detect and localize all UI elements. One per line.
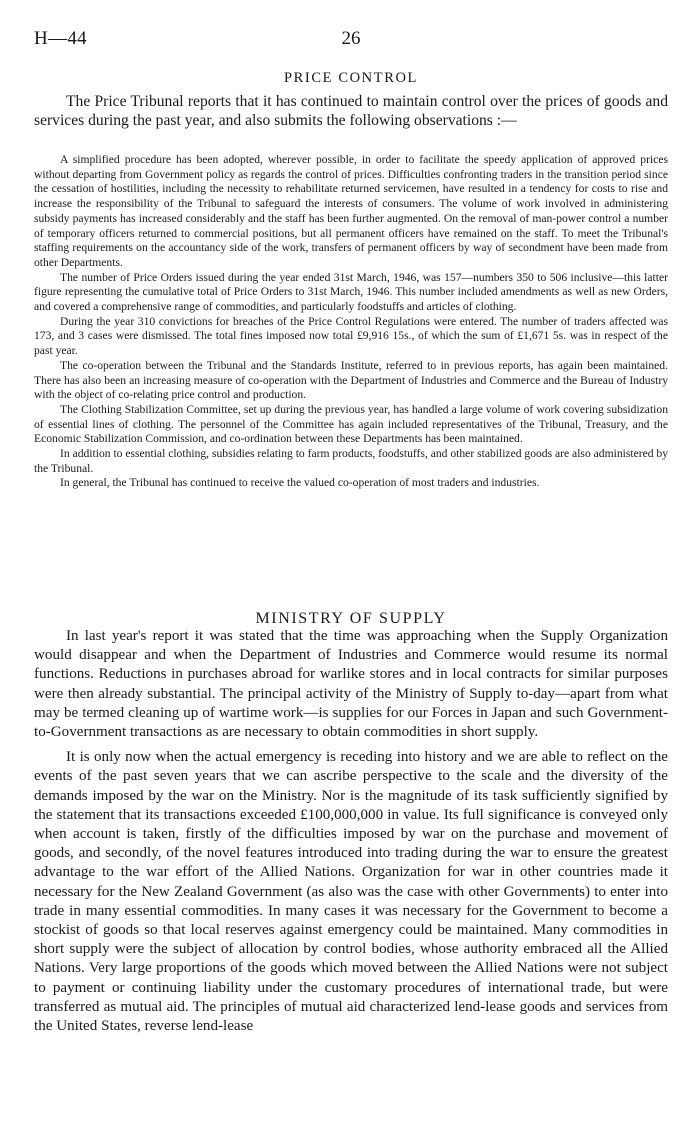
page-number: 26 bbox=[341, 28, 361, 49]
observation-paragraph: In general, the Tribunal has continued to receive the valued co-operation of most traders and industries. bbox=[60, 476, 540, 490]
observation-paragraph: The co-operation between the Tribunal and the Standards Institute, referred to in previous reports, has again been maintained. There has also been an increasing measure of co-operation with the Department of Industries and Commerce and the Bureau of Industry with the object of co-relating price control and production. bbox=[34, 358, 668, 402]
observation-paragraph: The Clothing Stabilization Committee, set up during the previous year, has handled a large volume of work covering subsidization of essential lines of clothing. The personnel of the Committee has again included representatives of the Tribunal, Treasury, and the Economic Stabilization Commission, and co-ordination between these Departments has been maintained. bbox=[34, 402, 668, 446]
observation-paragraph: In addition to essential clothing, subsidies relating to farm products, foodstuffs, and other stabilized goods are also administered by the Tribunal. bbox=[34, 447, 669, 475]
price-control-intro-block bbox=[34, 92, 668, 130]
section-title-price-control: PRICE CONTROL bbox=[284, 70, 418, 86]
ministry-of-supply-body bbox=[34, 627, 668, 1036]
observation-paragraph: The number of Price Orders issued during the year ended 31st March, 1946, was 157—numbers 350 to 506 inclusive—this latter figure representing the cumulative total of Price Orders to 31st March, 1946. This number included amendments as well as new Orders, and covered a comprehensive range of commodities, and particularly foodstuffs and articles of clothing. bbox=[34, 270, 668, 314]
observation-paragraph: During the year 310 convictions for breaches of the Price Control Regulations were entered. The number of traders affected was 173, and 3 cases were dismissed. The total fines imposed now total £9,916 15s., of which the sum of £1,671 5s. was in respect of the past year. bbox=[34, 314, 668, 358]
page-header bbox=[34, 28, 668, 54]
section-title-ministry-of-supply: MINISTRY OF SUPPLY bbox=[255, 610, 447, 627]
price-control-observations bbox=[34, 153, 668, 491]
observation-paragraph: A simplified procedure has been adopted, wherever possible, in order to facilitate the speedy application of approved prices without departing from Government policy as regards the control of prices. Difficulties confronting traders in the transition period since the cessation of hostilities, including the necessity to rehabilitate returned servicemen, have resulted in a tendency for costs to rise and increase the responsibility of the Tribunal to safeguard the interests of consumers. The volume of work involved in administering subsidy payments has increased considerably and the staff has been further augmented. On the removal of man-power control a number of temporary officers returned to commercial positions, but all permanent officers have remained on the staff. To meet the Tribunal's staffing requirements on the accountancy side of the work, transfers of permanent officers by way of secondment have been made from other Departments. bbox=[34, 153, 668, 269]
supply-paragraph: It is only now when the actual emergency is receding into history and we are able to reflect on the events of the past seven years that we can ascribe perspective to the scale and the diversity of the demands imposed by the war on the Ministry. Nor is the magnitude of its task sufficiently signified by the statement that its transactions exceeded £100,000,000 in value. Its full significance is conveyed only when account is taken, firstly of the difficulties imposed by war on the purchase and movement of goods, and secondly, of the novel features introduced into trading during the war to ensure the greatest advantage to the war effort of the Allied Nations. Organization for war in other countries made it necessary for the New Zealand Government (as also was the case with other Governments) to enter into trade in many essential commodities. In many cases it was necessary for the Government to become a stockist of goods so that local reserves against emergency could be maintained. Many commodities in short supply were the subject of allocation by control bodies, whose authority embraced all the Allied Nations. Very large proportions of the goods which moved between the Allied Nations were not subject to payment or continuing liability under the customary procedures of international trade, but were transferred as mutual aid. The principles of mutual aid characterized lend-lease goods and services from the United States, reverse lend-lease bbox=[34, 749, 668, 1035]
supply-paragraph: In last year's report it was stated that the time was approaching when the Supply Organization would disappear and when the Department of Industries and Commerce would resume its normal functions. Reductions in purchases abroad for warlike stores and in local contracts for similar purposes were then already substantial. The principal activity of the Ministry of Supply to-day—apart from what may be termed cleaning up of wartime work—is supplies for our Forces in Japan and such Government-to-Government transactions as are necessary to obtain commodities in short supply. bbox=[34, 628, 668, 741]
document-code: H—44 bbox=[34, 28, 87, 49]
price-control-intro: The Price Tribunal reports that it has continued to maintain control over the prices of goods and services during the past year, and also submits the following observations :— bbox=[34, 93, 668, 129]
